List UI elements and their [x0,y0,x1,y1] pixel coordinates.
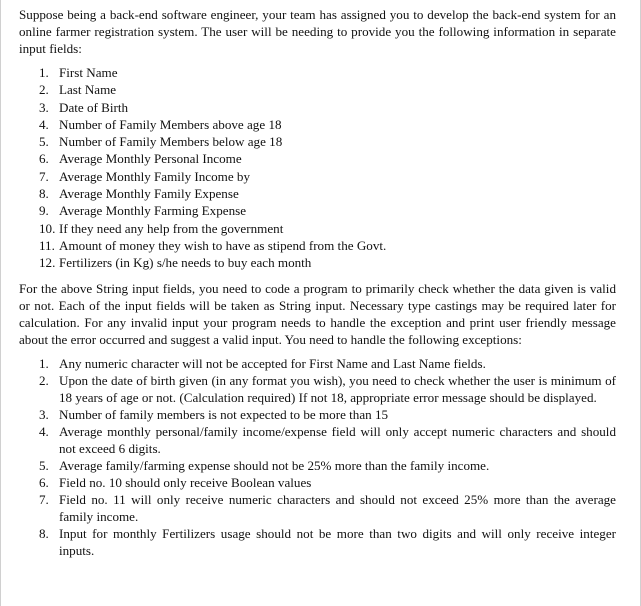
list-item [19,355,616,372]
list-item [19,423,616,457]
exceptions-list [19,355,616,559]
list-item [19,185,616,202]
item-number: 6. [39,475,49,491]
item-number: 8. [39,186,49,202]
item-text: Last Name [59,82,117,98]
item-number: 1. [39,356,49,372]
item-text: Input for monthly Fertilizers usage should not be more than two digits and will only receive integer inputs. [59,526,616,559]
item-text: Average family/farming expense should not be 25% more than the family income. [59,458,490,474]
item-number: 1. [39,65,49,80]
item-text: Field no. 11 will only receive numeric characters and should not exceed 25% more than the average family income. [59,492,616,525]
list-item [19,133,616,150]
list-item [19,457,616,474]
item-text: Average monthly personal/family income/expense field will only accept numeric characters and should not exceed 6 digits. [59,424,616,457]
item-text: Average Monthly Family Expense [59,186,239,202]
item-number: 11. [39,237,55,253]
list-item [19,168,616,185]
list-item [19,116,616,133]
list-item [19,150,616,167]
input-fields-list [19,64,616,271]
item-number: 6. [39,151,49,167]
item-number: 7. [39,492,49,508]
item-number: 4. [39,424,49,440]
item-number: 5. [39,458,49,474]
item-text: Any numeric character will not be accepted for First Name and Last Name fields. [59,356,486,372]
item-number: 8. [39,526,49,542]
item-number: 3. [39,407,49,423]
item-text: Upon the date of birth given (in any format you wish), you need to check whether the user is minimum of 18 years of age or not. (Calculation required) If not 18, appropriate error message should be displayed. [59,373,616,406]
item-number: 4. [39,116,49,132]
item-number: 3. [39,99,49,115]
list-item [19,254,616,271]
item-number: 2. [39,373,49,389]
list-item [19,491,616,525]
task-paragraph: For the above String input fields, you need to code a program to primarily check whether the data given is valid or not. Each of the input fields will be taken as String input. Necessary type castings may be required later for calculation. For any invalid input your program needs to handle the exception and print user friendly message about the error occurred and suggest a valid input. You need to handle the following exceptions: [19,281,616,348]
item-number: 7. [39,168,49,184]
item-text: Number of family members is not expected to be more than 15 [59,407,389,423]
intro-paragraph: Suppose being a back-end software engineer, your team has assigned you to develop the back-end system for an online farmer registration system. The user will be needing to provide you the following information in separate input fields: [19,7,616,56]
list-item [19,99,616,116]
item-number: 2. [39,82,49,98]
item-number: 10. [39,220,56,236]
item-text: Average Monthly Family Income by [59,168,251,184]
item-text: Average Monthly Personal Income [59,151,242,167]
list-item [19,525,616,559]
item-number: 9. [39,203,49,219]
list-item [19,372,616,406]
item-text: Field no. 10 should only receive Boolean values [59,475,312,491]
item-number: 12. [39,255,56,271]
list-item [19,64,616,81]
item-number: 5. [39,134,49,150]
list-item [19,202,616,219]
item-text: Number of Family Members below age 18 [59,134,283,150]
item-text: Amount of money they wish to have as stipend from the Govt. [59,237,387,253]
item-text: Fertilizers (in Kg) s/he needs to buy each month [59,255,312,271]
item-text: Date of Birth [59,99,129,115]
list-item [19,406,616,423]
list-item [19,220,616,237]
list-item [19,474,616,491]
list-item [19,81,616,98]
item-text: Average Monthly Farming Expense [59,203,247,219]
item-text: First Name [59,65,118,80]
item-text: Number of Family Members above age 18 [59,116,282,132]
item-text: If they need any help from the government [59,220,284,236]
list-item [19,237,616,254]
